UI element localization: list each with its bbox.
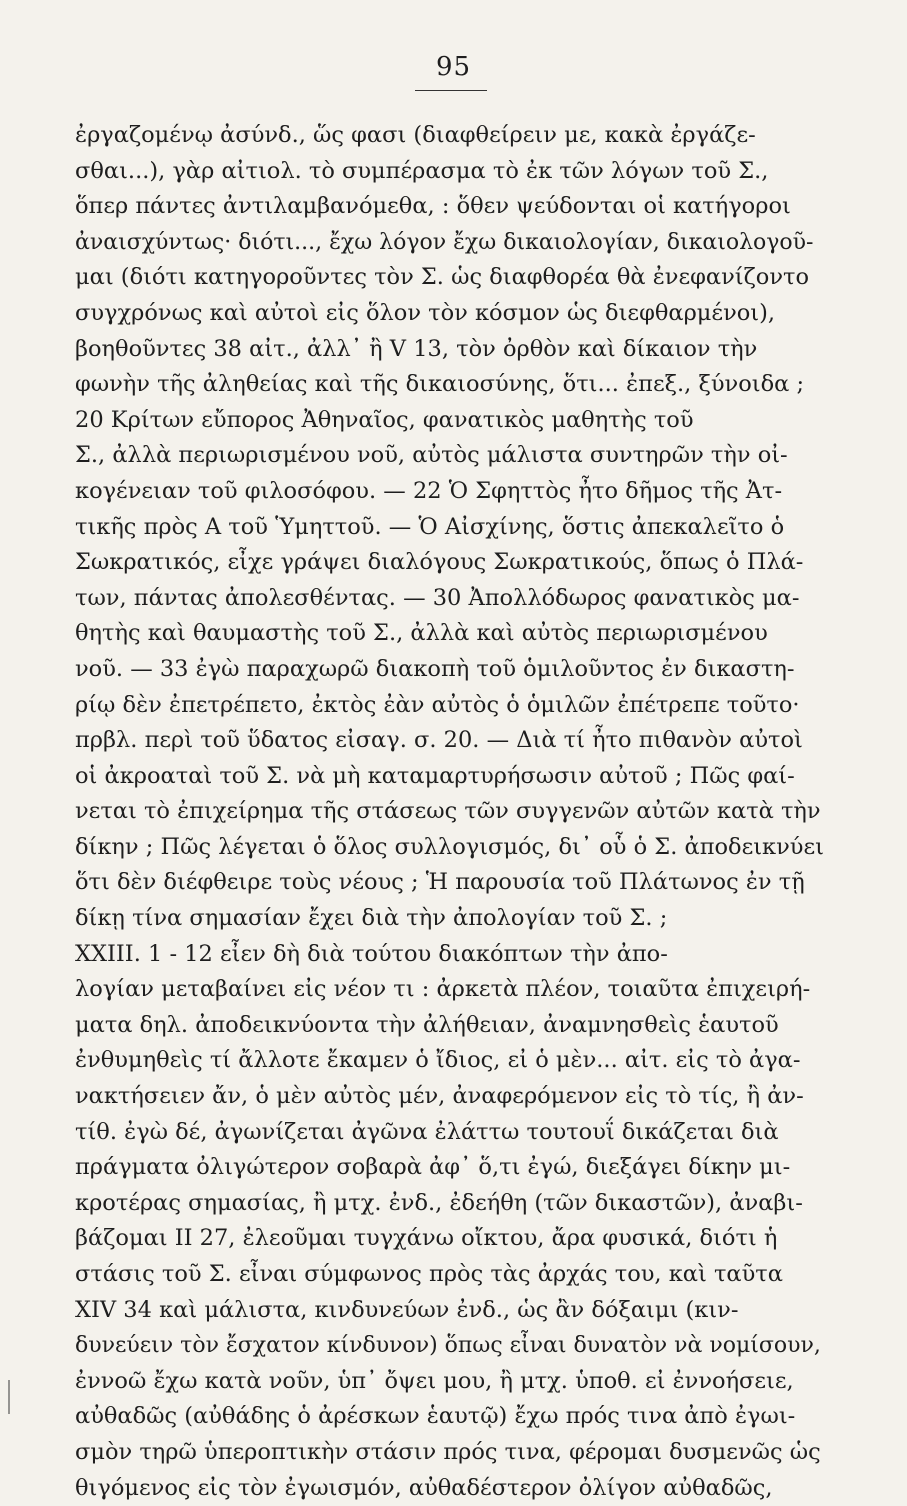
text-line: αὐθαδῶς (αὐθάδης ὁ ἀρέσκων ἑαυτῷ) ἔχω πρός τινα ἀπὸ ἐγωι- (75, 1403, 796, 1430)
text-line: νοῦ. — 33 ἐγὼ παραχωρῶ διακοπὴ τοῦ ὁμιλοῦντος ἐν δικαστη- (75, 655, 795, 682)
text-line: δυνεύειν τὸν ἔσχατον κίνδυνον) ὅπως εἶναι δυνατὸν νὰ νομίσουν, (75, 1333, 821, 1359)
scan-gutter-mark (8, 1380, 10, 1414)
text-line: των, πάντας ἀπολεσθέντας. — 30 Ἀπολλόδωρος φανατικὸς μα- (75, 584, 800, 611)
text-line: ἀναισχύντως· διότι..., ἔχω λόγον ἔχω δικαιολογίαν, δικαιολογοῦ- (75, 229, 814, 255)
text-line: βάζομαι ΙΙ 27, ἐλεοῦμαι τυγχάνω οἴκτου, ἄρα φυσικά, διότι ἡ (75, 1225, 778, 1252)
text-line: ὅτι δὲν διέφθειρε τοὺς νέους ; Ἡ παρουσία τοῦ Πλάτωνος ἐν τῇ (75, 869, 805, 896)
text-line: μαι (διότι κατηγοροῦντες τὸν Σ. ὡς διαφθορέα θὰ ἐνεφανίζοντο (75, 264, 810, 291)
text-line: Σ., ἀλλὰ περιωρισμένου νοῦ, αὐτὸς μάλιστα συντηρῶν τὴν οἰ- (75, 442, 788, 469)
text-line: ἐργαζομένῳ ἀσύνδ., ὥς φασι (διαφθείρειν με, κακὰ ἐργάζε- (75, 122, 756, 148)
text-line: οἱ ἀκροαταὶ τοῦ Σ. νὰ μὴ καταμαρτυρήσωσιν αὐτοῦ ; Πῶς φαί- (75, 762, 795, 789)
text-line: σμὸν τηρῶ ὑπεροπτικὴν στάσιν πρός τινα, φέρομαι δυσμενῶς ὡς (75, 1438, 821, 1465)
text-line: σθαι...), γὰρ αἰτιολ. τὸ συμπέρασμα τὸ ἐκ τῶν λόγων τοῦ Σ., (75, 157, 769, 184)
text-line: 20 Κρίτων εὔπορος Ἀθηναῖος, φανατικὸς μαθητὴς τοῦ (75, 406, 694, 433)
text-line: πράγματα ὀλιγώτερον σοβαρὰ ἀφ᾽ ὅ,τι ἐγώ, διεξάγει δίκην μι- (75, 1154, 791, 1181)
text-line: θιγόμενος εἰς τὸν ἐγωισμόν, αὐθαδέστερον ὀλίγον αὐθαδῶς, (75, 1474, 773, 1501)
section-heading-line: XXIII. 1 - 12 εἶεν δὴ διὰ τούτου διακόπτων τὴν ἀπο- (75, 940, 668, 967)
page-number: 95 (435, 52, 472, 82)
commentary-text (75, 118, 827, 1506)
text-line: Σωκρατικός, εἶχε γράψει διαλόγους Σωκρατικούς, ὅπως ὁ Πλά- (75, 549, 804, 576)
text-line: ἐνθυμηθεὶς τί ἄλλοτε ἔκαμεν ὁ ἴδιος, εἰ ὁ μὲν... αἰτ. εἰς τὸ ἀγα- (75, 1047, 801, 1074)
text-line: συγχρόνως καὶ αὐτοὶ εἰς ὅλον τὸν κόσμον ὡς διεφθαρμένοι), (75, 299, 776, 326)
text-line: ὅπερ πάντες ἀντιλαμβανόμεθα, : ὅθεν ψεύδονται οἱ κατήγοροι (75, 193, 791, 220)
text-line: δίκην ; Πῶς λέγεται ὁ ὅλος συλλογισμός, δι᾽ οὗ ὁ Σ. ἀποδεικνύει (75, 833, 824, 860)
text-line: XIV 34 καὶ μάλιστα, κινδυνεύων ἐνδ., ὡς ἂν δόξαιμι (κιν- (75, 1296, 739, 1323)
text-line: νεται τὸ ἐπιχείρημα τῆς στάσεως τῶν συγγενῶν αὐτῶν κατὰ τὴν (75, 798, 821, 825)
text-line: δίκῃ τίνα σημασίαν ἔχει διὰ τὴν ἀπολογίαν τοῦ Σ. ; (75, 905, 668, 932)
text-line: πρβλ. περὶ τοῦ ὕδατος εἰσαγ. σ. 20. — Διὰ τί ἦτο πιθανὸν αὐτοὶ (75, 727, 803, 754)
text-line: βοηθοῦντες 38 αἰτ., ἀλλ᾽ ἢ V 13, τὸν ὀρθὸν καὶ δίκαιον τὴν (75, 335, 758, 362)
text-line: τικῆς πρὸς Α τοῦ Ὑμηττοῦ. — Ὁ Αἰσχίνης, ὅστις ἀπεκαλεῖτο ὁ (75, 513, 785, 540)
text-line: ρίῳ δὲν ἐπετρέπετο, ἐκτὸς ἐὰν αὐτὸς ὁ ὁμιλῶν ἐπέτρεπε τοῦτο· (75, 691, 800, 718)
text-line: ματα δηλ. ἀποδεικνύοντα τὴν ἀλήθειαν, ἀναμνησθεὶς ἑαυτοῦ (75, 1011, 779, 1038)
text-line: κροτέρας σημασίας, ἢ μτχ. ἐνδ., ἐδεήθη (τῶν δικαστῶν), ἀναβι- (75, 1189, 803, 1216)
text-line: κογένειαν τοῦ φιλοσόφου. — 22 Ὁ Σφηττὸς ἦτο δῆμος τῆς Ἀτ- (75, 477, 783, 504)
text-line: θητὴς καὶ θαυμαστὴς τοῦ Σ., ἀλλὰ καὶ αὐτὸς περιωρισμένου (75, 620, 768, 647)
text-line: φωνὴν τῆς ἀληθείας καὶ τῆς δικαιοσύνης, ὅτι... ἐπεξ., ξύνοιδα ; (75, 371, 805, 398)
text-line: ἐννοῶ ἔχω κατὰ νοῦν, ὑπ᾽ ὄψει μου, ἢ μτχ. ὑποθ. εἰ ἐννοήσειε, (75, 1367, 794, 1394)
text-line: νακτήσειεν ἄν, ὁ μὲν αὐτὸς μέν, ἀναφερόμενον εἰς τὸ τίς, ἢ ἀν- (75, 1083, 804, 1110)
page-number-rule (415, 90, 487, 91)
text-line: στάσις τοῦ Σ. εἶναι σύμφωνος πρὸς τὰς ἀρχάς του, καὶ ταῦτα (75, 1261, 783, 1287)
text-line: λογίαν μεταβαίνει εἰς νέον τι : ἀρκετὰ πλέον, τοιαῦτα ἐπιχειρή- (75, 976, 811, 1003)
text-line: τίθ. ἐγὼ δέ, ἀγωνίζεται ἀγῶνα ἐλάττω τουτουΐ δικάζεται διὰ (75, 1118, 779, 1145)
